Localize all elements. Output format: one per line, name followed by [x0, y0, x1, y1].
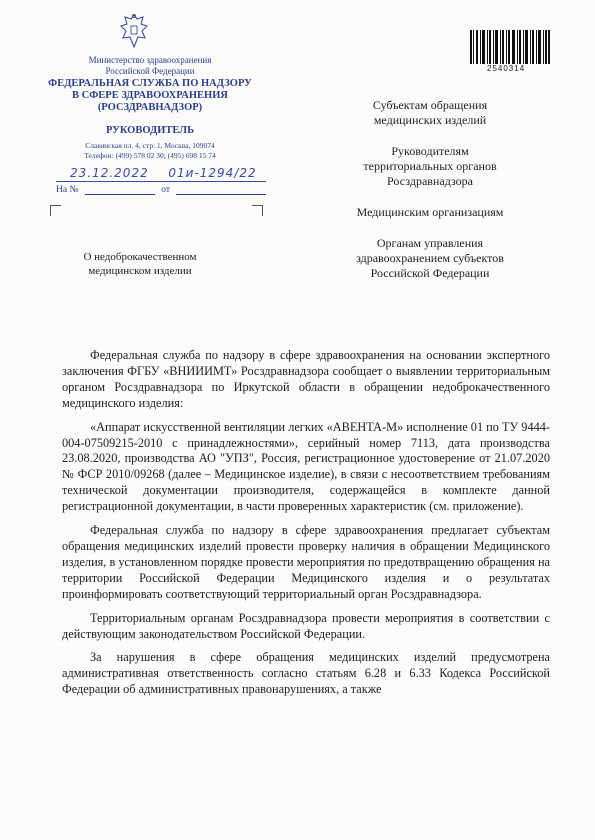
addressee-2-line-1: Руководителям	[391, 144, 469, 158]
addressee-1	[330, 98, 530, 128]
handwritten-number: 01и-1294/22	[168, 166, 257, 180]
service-line-3: (РОСЗДРАВНАДЗОР)	[97, 102, 203, 113]
registration-line	[70, 166, 257, 180]
body-paragraph-1: Федеральная служба по надзору в сфере здравоохранения на основании экспертного заключения ФГБУ «ВНИИИМТ» Росздравнадзора сообщает о выявлении территориальным органом Росздравнадзора по Иркутской области в обращении недоброкачественного медицинского изделия:	[62, 348, 550, 410]
subject-line-1: О недоброкачественном	[83, 251, 197, 263]
addressee-block	[330, 98, 530, 297]
addressee-2-line-3: Росздравнадзора	[387, 174, 473, 188]
addressee-2	[330, 144, 530, 189]
head-title: РУКОВОДИТЕЛЬ	[105, 125, 195, 136]
addressee-3-line-1: Медицинским организациям	[356, 205, 504, 219]
reference-from-label: от	[161, 185, 171, 195]
addressee-3	[330, 205, 530, 220]
service-line-1: ФЕДЕРАЛЬНАЯ СЛУЖБА ПО НАДЗОРУ	[48, 78, 252, 89]
addressee-4-line-3: Российской Федерации	[370, 266, 490, 280]
coat-of-arms-emblem-icon	[119, 12, 149, 50]
addressee-1-line-2: медицинских изделий	[373, 113, 487, 127]
body-paragraph-4: Территориальным органам Росздравнадзора провести мероприятия в соответствии с действующим законодательством Российской Федерации.	[62, 610, 550, 641]
addressee-2-line-2: территориальных органов	[363, 159, 497, 173]
service-name	[40, 78, 260, 114]
subject-line-2: медицинском изделии	[88, 265, 192, 277]
address-line-2: Телефон: (499) 578 02 30; (495) 698 15 74	[84, 151, 216, 160]
subject-corner-left	[50, 205, 61, 216]
addressee-1-line-1: Субъектам обращения	[372, 98, 488, 112]
addressee-4-line-2: здравоохранением субъектов	[356, 251, 504, 265]
registration-underline	[56, 181, 266, 182]
addressee-4-line-1: Органам управления	[376, 236, 484, 250]
body-paragraph-5: За нарушения в сфере обращения медицинских изделий предусмотрена административная ответственность согласно статьям 6.28 и 6.33 Кодекса Российской Федерации об административных правонарушениях, а также	[62, 650, 550, 697]
address-block	[40, 141, 260, 161]
subject-corner-right	[252, 205, 263, 216]
service-line-2: В СФЕРЕ ЗДРАВООХРАНЕНИЯ	[72, 90, 228, 101]
addressee-4	[330, 236, 530, 281]
letter-body	[62, 348, 550, 706]
barcode-icon	[470, 30, 550, 64]
handwritten-date: 23.12.2022	[70, 166, 149, 180]
reference-prefix: На №	[56, 185, 79, 195]
ministry-line-2: Российской Федерации	[105, 66, 195, 76]
barcode-number: 2540314	[487, 64, 526, 73]
subject-block	[60, 250, 220, 278]
address-line-1: Славянская пл. 4, стр. 1, Москва, 109074	[85, 141, 215, 150]
reference-line	[56, 185, 266, 195]
ministry-line-1: Министерство здравоохранения	[88, 55, 212, 65]
ministry-name	[40, 55, 260, 77]
body-paragraph-3: Федеральная служба по надзору в сфере здравоохранения предлагает субъектам обращения медицинских изделий провести проверку наличия в обращении Медицинского изделия, в установленном порядке провести мероприятия по предотвращению обращения на территории Российской Федерации Медицинского изделия и о результатах проинформировать соответствующий территориальный орган Росздравнадзора.	[62, 523, 550, 601]
body-paragraph-2: «Аппарат искусственной вентиляции легких «АВЕНТА-М» исполнение 01 по ТУ 9444-004-07509215-2010 с принадлежностями», серийный номер 7113, дата производства 23.08.2020, производства АО "УПЗ", Россия, регистрационное удостоверение от 21.07.2020 № ФСР 2010/09268 (далее – Медицинское изделие), в связи с несоответствием требованиям технической документации производителя, содержащейся в комплекте данной регистрационной документации, в части проверенных характеристик (см. приложение).	[62, 419, 550, 514]
